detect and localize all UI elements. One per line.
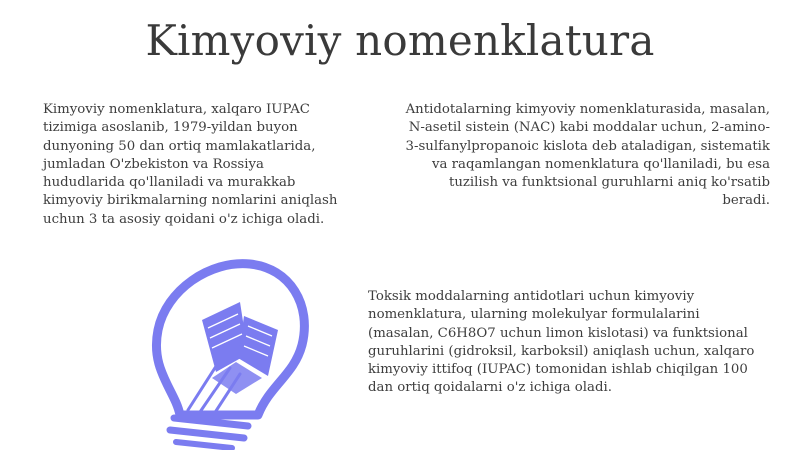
paragraph-bottom: Toksik moddalarning antidotlari uchun kimyoviy nomenklatura, ularning molekulyar formulalarini (masalan, C6H8O7 uchun limon kislotasi) va funktsional guruhlarini (gidroksil, karboksil) aniqlash uchun, xalqaro kimyoviy ittifoq (IUPAC) tomonidan ishlab chiqilgan 100 dan ortiq qoidalarni o'z ichiga oladi. <box>368 289 755 396</box>
paragraph-left: Kimyoviy nomenklatura, xalqaro IUPAC tizimiga asoslanib, 1979-yildan buyon dunyoning 50 dan ortiq mamlakatlarida, jumladan O'zbekiston va Rossiya hududlarida qo'llaniladi va murakkab kimyoviy birikmalarning nomlarini aniqlash uchun 3 ta asosiy qoidani o'z ichiga oladi. <box>43 102 338 227</box>
paragraph-right: Antidotalarning kimyoviy nomenklaturasida, masalan, N-asetil sistein (NAC) kabi moddalar uchun, 2-amino-3-sulfanylpropanoic kislota deb ataladigan, sistematik va raqamlangan nomenklatura qo'llaniladi, bu esa tuzilish va funktsional guruhlarni aniq ko'rsatib beradi. <box>405 102 770 209</box>
slide-title: Kimyoviy nomenklatura <box>145 16 655 65</box>
lightbulb-book-icon <box>140 250 315 450</box>
